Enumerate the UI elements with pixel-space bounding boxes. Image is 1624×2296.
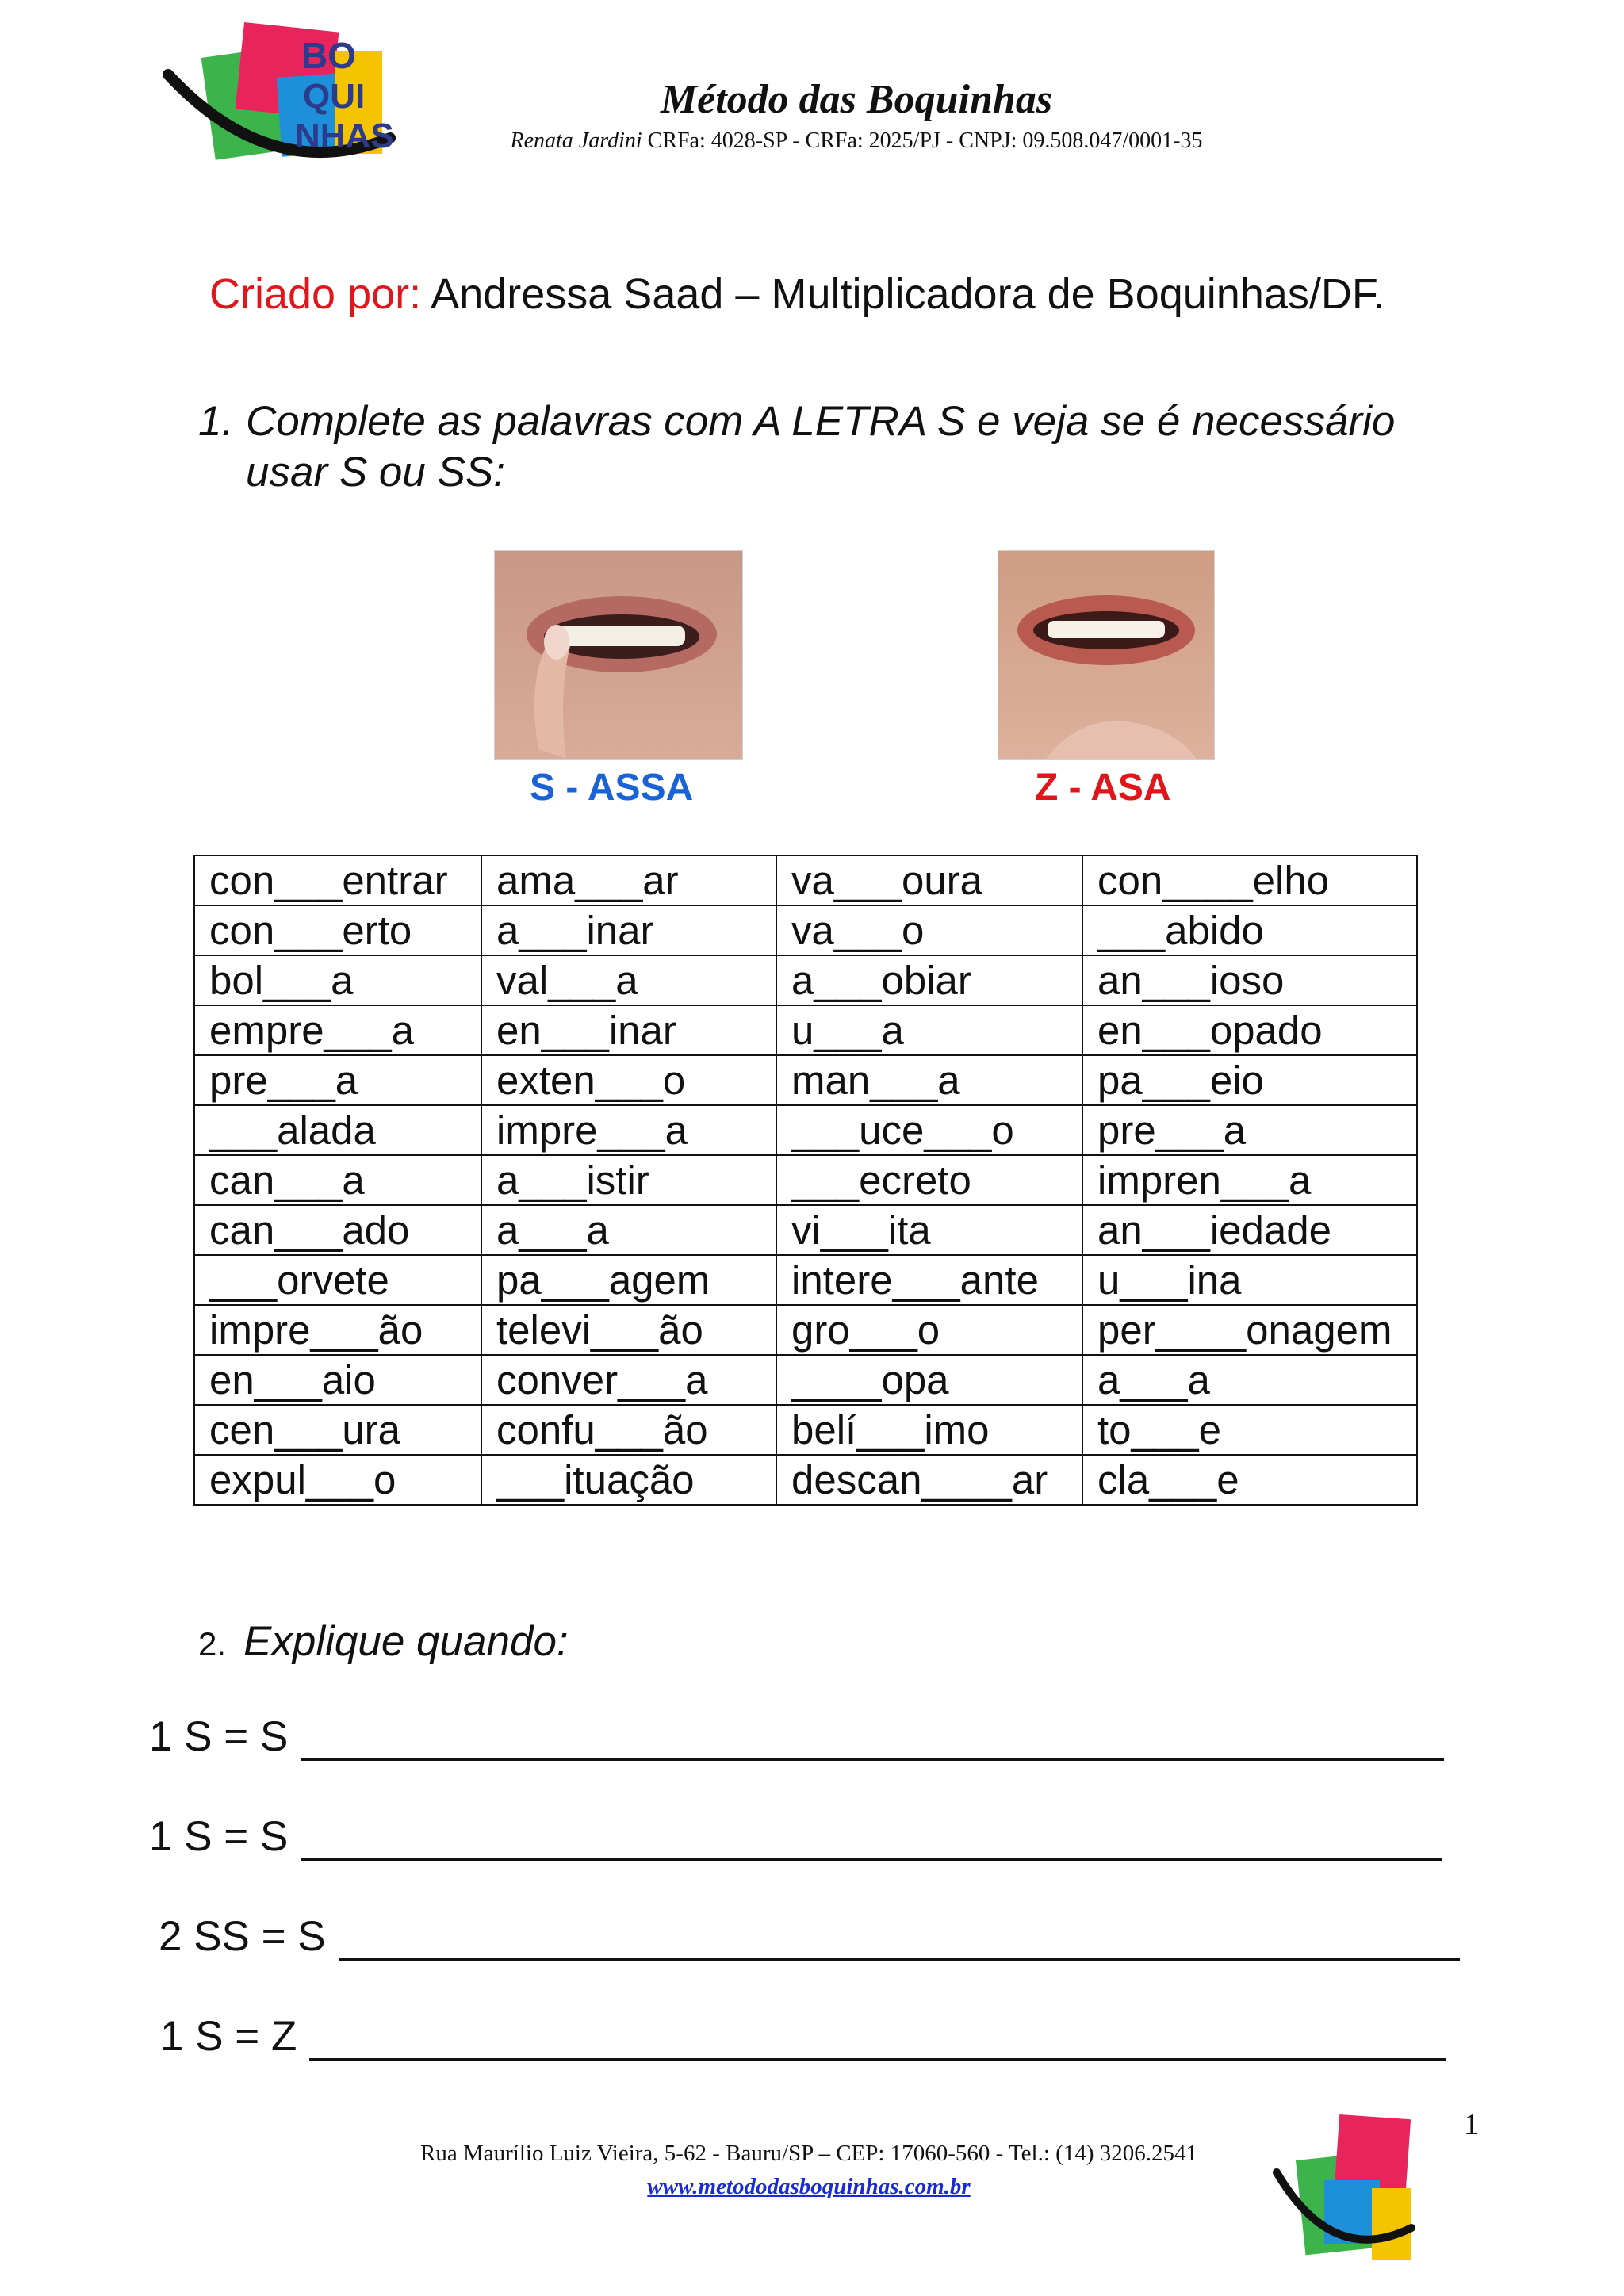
table-row (194, 1205, 1417, 1255)
mouth-photo-z (998, 550, 1215, 760)
answer-input-line[interactable] (339, 1917, 1460, 1961)
word-cell[interactable]: intere___ante (776, 1255, 1082, 1305)
word-cell[interactable]: belí___imo (776, 1405, 1082, 1455)
word-cell[interactable]: exten___o (481, 1055, 776, 1105)
table-row (194, 955, 1417, 1005)
table-row (194, 1105, 1417, 1155)
table-row (194, 1255, 1417, 1305)
answer-line-1 (149, 1712, 1444, 1761)
word-cell[interactable]: pa___agem (481, 1255, 776, 1305)
table-row (194, 1055, 1417, 1105)
word-cell[interactable]: con___entrar (194, 855, 481, 905)
question-1-number: 1. (198, 398, 234, 445)
question-2-text: Explique quando: (243, 1618, 569, 1665)
answer-line-4 (160, 2012, 1446, 2061)
word-cell[interactable]: to___e (1082, 1405, 1417, 1455)
word-cell[interactable]: pre___a (1082, 1105, 1417, 1155)
question-1-line2: usar S ou SS: (246, 449, 506, 496)
word-cell[interactable]: vi___ita (776, 1205, 1082, 1255)
word-cell[interactable]: per____onagem (1082, 1305, 1417, 1355)
question-2 (198, 1617, 569, 1666)
answer-line-2 (149, 1812, 1442, 1861)
table-row (194, 1155, 1417, 1205)
word-cell[interactable]: expul___o (194, 1455, 481, 1505)
word-cell[interactable]: en___aio (194, 1355, 481, 1405)
word-cell[interactable]: en___opado (1082, 1005, 1417, 1055)
header-author: Renata Jardini (510, 128, 642, 153)
word-cell[interactable]: ____opa (776, 1355, 1082, 1405)
word-cell[interactable]: impre___a (481, 1105, 776, 1155)
answer-line-3 (159, 1912, 1460, 1961)
answer-label: 1 S = S (149, 1713, 289, 1760)
word-cell[interactable]: confu___ão (481, 1405, 776, 1455)
word-cell[interactable]: can___a (194, 1155, 481, 1205)
word-cell[interactable]: a___a (481, 1205, 776, 1255)
caption-s-assa: S - ASSA (530, 767, 694, 809)
answer-label: 2 SS = S (159, 1913, 326, 1960)
word-cell[interactable]: cla___e (1082, 1455, 1417, 1505)
answer-input-line[interactable] (301, 1817, 1442, 1861)
answer-label: 1 S = S (149, 1813, 289, 1860)
word-cell[interactable]: ___orvete (194, 1255, 481, 1305)
svg-text:NHAS: NHAS (295, 117, 394, 155)
table-row (194, 905, 1417, 955)
header-title: Método das Boquinhas (660, 77, 1053, 122)
word-cell[interactable]: can___ado (194, 1205, 481, 1255)
word-cell[interactable]: a___istir (481, 1155, 776, 1205)
word-cell[interactable]: va___o (776, 905, 1082, 955)
word-cell[interactable]: pre___a (194, 1055, 481, 1105)
word-cell[interactable]: descan____ar (776, 1455, 1082, 1505)
word-cell[interactable]: ___uce___o (776, 1105, 1082, 1155)
word-cell[interactable]: va___oura (776, 855, 1082, 905)
header-subtitle (444, 128, 1269, 154)
answer-input-line[interactable] (309, 2017, 1446, 2061)
svg-text:QUI: QUI (303, 77, 366, 116)
question-1 (198, 396, 1499, 498)
word-cell[interactable]: ___ituação (481, 1455, 776, 1505)
word-cell[interactable]: u___a (776, 1005, 1082, 1055)
word-completion-table (193, 855, 1418, 1506)
word-cell[interactable]: a___a (1082, 1355, 1417, 1405)
mouth-photo-s (494, 550, 743, 760)
page-number: 1 (1464, 2108, 1479, 2141)
boquinhas-footer-logo (1269, 2109, 1427, 2267)
table-row (194, 1355, 1417, 1405)
creator-label: Criado por: (209, 270, 422, 318)
question-1-line1: Complete as palavras com A LETRA S e veja se é necessário (246, 398, 1396, 445)
word-cell[interactable]: impren___a (1082, 1155, 1417, 1205)
table-row (194, 1455, 1417, 1505)
svg-text:BO: BO (301, 35, 356, 76)
word-cell[interactable]: a___inar (481, 905, 776, 955)
word-cell[interactable]: en___inar (481, 1005, 776, 1055)
footer-address: Rua Maurílio Luiz Vieira, 5-62 - Bauru/SP – CEP: 17060-560 - Tel.: (14) 3206.2541 (420, 2141, 1197, 2166)
word-cell[interactable]: ___abido (1082, 905, 1417, 955)
caption-z-asa: Z - ASA (1035, 767, 1171, 809)
word-cell[interactable]: an___ioso (1082, 955, 1417, 1005)
word-cell[interactable]: val___a (481, 955, 776, 1005)
creator-text: Andressa Saad – Multiplicadora de Boquinhas/DF. (431, 270, 1385, 318)
word-cell[interactable]: con____elho (1082, 855, 1417, 905)
header-registration: CRFa: 4028-SP - CRFa: 2025/PJ - CNPJ: 09.508.047/0001-35 (647, 128, 1203, 153)
word-cell[interactable]: conver___a (481, 1355, 776, 1405)
word-cell[interactable]: televi___ão (481, 1305, 776, 1355)
word-cell[interactable]: ___alada (194, 1105, 481, 1155)
word-cell[interactable]: ___ecreto (776, 1155, 1082, 1205)
table-row (194, 1005, 1417, 1055)
word-cell[interactable]: man___a (776, 1055, 1082, 1105)
table-row (194, 1305, 1417, 1355)
word-cell[interactable]: ama___ar (481, 855, 776, 905)
word-cell[interactable]: empre___a (194, 1005, 481, 1055)
word-cell[interactable]: con___erto (194, 905, 481, 955)
boquinhas-logo (152, 19, 422, 170)
word-cell[interactable]: a___obiar (776, 955, 1082, 1005)
word-cell[interactable]: an___iedade (1082, 1205, 1417, 1255)
word-cell[interactable]: impre___ão (194, 1305, 481, 1355)
word-cell[interactable]: bol___a (194, 955, 481, 1005)
answer-input-line[interactable] (301, 1717, 1444, 1761)
word-cell[interactable]: gro___o (776, 1305, 1082, 1355)
answer-label: 1 S = Z (160, 2013, 297, 2060)
question-2-number: 2. (198, 1625, 227, 1663)
word-cell[interactable]: u___ina (1082, 1255, 1417, 1305)
creator-line (209, 270, 1385, 319)
word-cell[interactable]: cen___ura (194, 1405, 481, 1455)
word-cell[interactable]: pa___eio (1082, 1055, 1417, 1105)
table-row (194, 1405, 1417, 1455)
footer-website-link[interactable]: www.metododasboquinhas.com.br (647, 2174, 971, 2199)
table-row (194, 855, 1417, 905)
